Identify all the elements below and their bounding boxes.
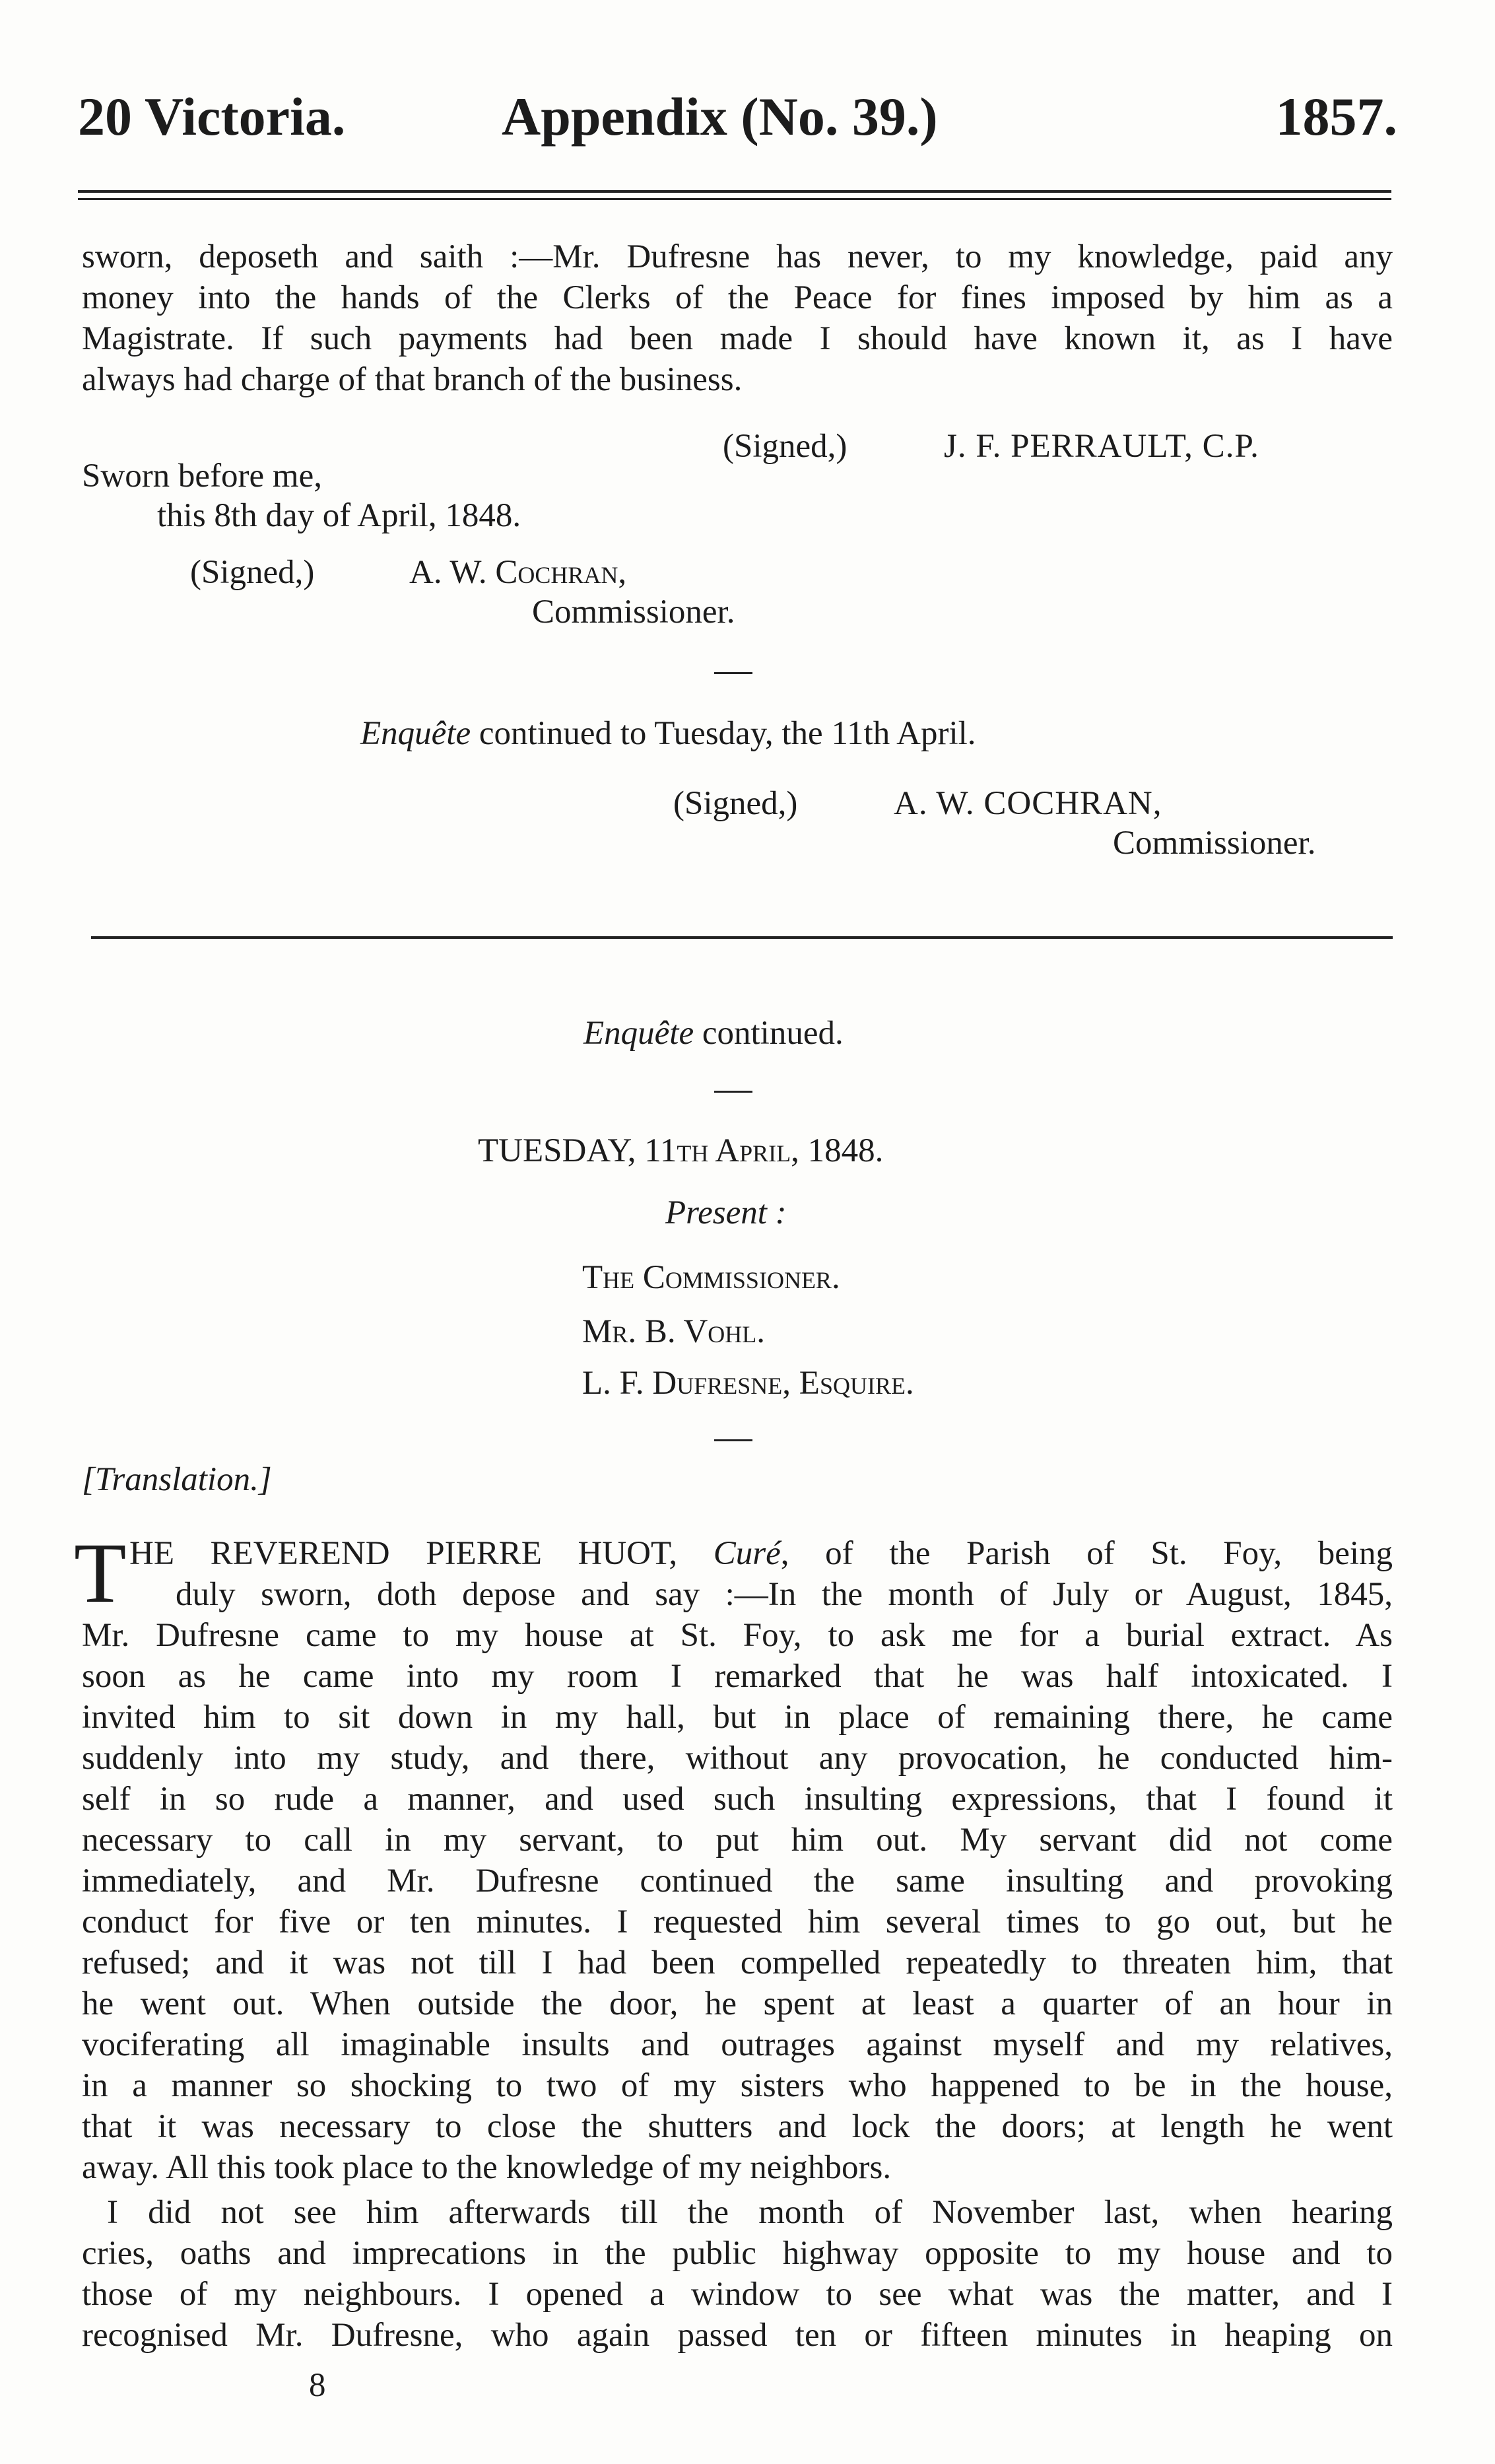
session-date-year: , 1848. [791, 1132, 884, 1169]
testimony-text: , of the Parish of St. Foy, being [780, 1535, 1393, 1572]
testimony-line: soon as he came into my room I remarked that he was half intoxicated. I [82, 1658, 1393, 1695]
section-dash [714, 1091, 752, 1093]
header-year: 1857. [1275, 86, 1397, 147]
testimony-opening-2 [176, 1574, 1393, 1615]
section-dash [714, 672, 752, 674]
section-rule [91, 936, 1393, 939]
drop-cap: T [74, 1526, 127, 1621]
signature-mark: 8 [309, 2367, 326, 2404]
testimony-line: suddenly into my study, and there, without any provocation, he conducted him- [82, 1740, 1393, 1777]
sworn-before: Sworn before me, [82, 458, 322, 495]
session-heading-text: continued. [694, 1015, 844, 1052]
testimony-line: I did not see him afterwards till the month of November last, when hearing [107, 2194, 1393, 2231]
adjournment-signer-title: Commissioner. [1113, 825, 1316, 862]
deposition-line: money into the hands of the Clerks of the Peace for fines imposed by him as a [82, 279, 1393, 316]
enquete-word: Enquête [360, 715, 471, 752]
header-session: 20 Victoria. [78, 86, 346, 147]
signer-name: J. F. PERRAULT, C.P. [944, 428, 1259, 465]
present-label: Present : [665, 1194, 787, 1231]
testimony-line: away. All this took place to the knowledge of my neighbors. [82, 2149, 892, 2186]
session-date [478, 1130, 883, 1171]
testimony-line: those of my neighbours. I opened a window to see what was the matter, and I [82, 2276, 1393, 2313]
session-date-day: TUESDAY, 11 [478, 1132, 677, 1169]
testimony-opening [129, 1533, 1393, 1574]
commissioner-signed-label: (Signed,) [190, 554, 315, 591]
testimony-line: immediately, and Mr. Dufresne continued the same insulting and provoking [82, 1863, 1393, 1899]
translation-note: [Translation.] [82, 1461, 272, 1498]
testimony-line: cries, oaths and imprecations in the public highway opposite to my house and to [82, 2235, 1393, 2272]
adjournment-line [360, 713, 976, 754]
section-dash [714, 1439, 752, 1441]
testimony-line: invited him to sit down in my hall, but in place of remaining there, he came [82, 1699, 1393, 1736]
adjournment-signer: A. W. COCHRAN, [894, 785, 1162, 822]
present-commissioner: The Commissioner. [582, 1259, 840, 1296]
header-rule-bottom [78, 198, 1391, 200]
testimony-paragraph-2 [82, 2192, 1393, 2356]
commissioner-title: Commissioner. [532, 594, 735, 631]
adjournment-text: continued to Tuesday, the 11th April. [471, 715, 976, 752]
testimony-line: he went out. When outside the door, he spent at least a quarter of an hour in [82, 1985, 1393, 2022]
testimony-line: that it was necessary to close the shutters and lock the doors; at length he went [82, 2108, 1393, 2145]
present-dufresne: L. F. Dufresne, Esquire. [582, 1365, 914, 1402]
testimony-line: Mr. Dufresne came to my house at St. Foy, to ask me for a burial extract. As [82, 1617, 1393, 1654]
testimony-line: recognised Mr. Dufresne, who again passed ten or fifteen minutes in heaping on [82, 2317, 1393, 2354]
testimony-line: vociferating all imaginable insults and outrages against myself and my relatives, [82, 2026, 1393, 2063]
testimony-paragraph-1 [82, 1615, 1393, 2188]
testimony-line: duly sworn, doth depose and say :—In the month of July or August, 1845, [176, 1576, 1393, 1613]
sworn-date: this 8th day of April, 1848. [157, 497, 521, 534]
testimony-line: self in so rude a manner, and used such insulting expressions, that I found it [82, 1781, 1393, 1818]
testimony-line: conduct for five or ten minutes. I requested him several times to go out, but he [82, 1903, 1393, 1940]
session-heading [583, 1013, 844, 1054]
commissioner-name: A. W. Cochran, [409, 554, 627, 591]
deposition-line: always had charge of that branch of the business. [82, 361, 743, 398]
enquete-word: Enquête [583, 1015, 694, 1052]
adjournment-signed-label: (Signed,) [673, 785, 798, 822]
testimony-text: HE REVEREND PIERRE HUOT, [129, 1535, 714, 1572]
testimony-italic: Curé [713, 1535, 781, 1572]
testimony-line: in a manner so shocking to two of my sisters who happened to be in the house, [82, 2067, 1393, 2104]
testimony-line: necessary to call in my servant, to put him out. My servant did not come [82, 1822, 1393, 1859]
session-date-month: th April [677, 1132, 791, 1169]
deposition-paragraph [82, 236, 1393, 400]
deposition-line: sworn, deposeth and saith :—Mr. Dufresne has never, to my knowledge, paid any [82, 238, 1393, 275]
header-appendix: Appendix (No. 39.) [502, 86, 938, 147]
signed-label: (Signed,) [723, 428, 847, 465]
header-rule-top [78, 190, 1391, 193]
testimony-line: refused; and it was not till I had been compelled repeatedly to threaten him, that [82, 1944, 1393, 1981]
present-vohl: Mr. B. Vohl. [582, 1313, 766, 1350]
testimony-line [129, 1533, 1393, 1574]
deposition-line: Magistrate. If such payments had been made I should have known it, as I have [82, 320, 1393, 357]
